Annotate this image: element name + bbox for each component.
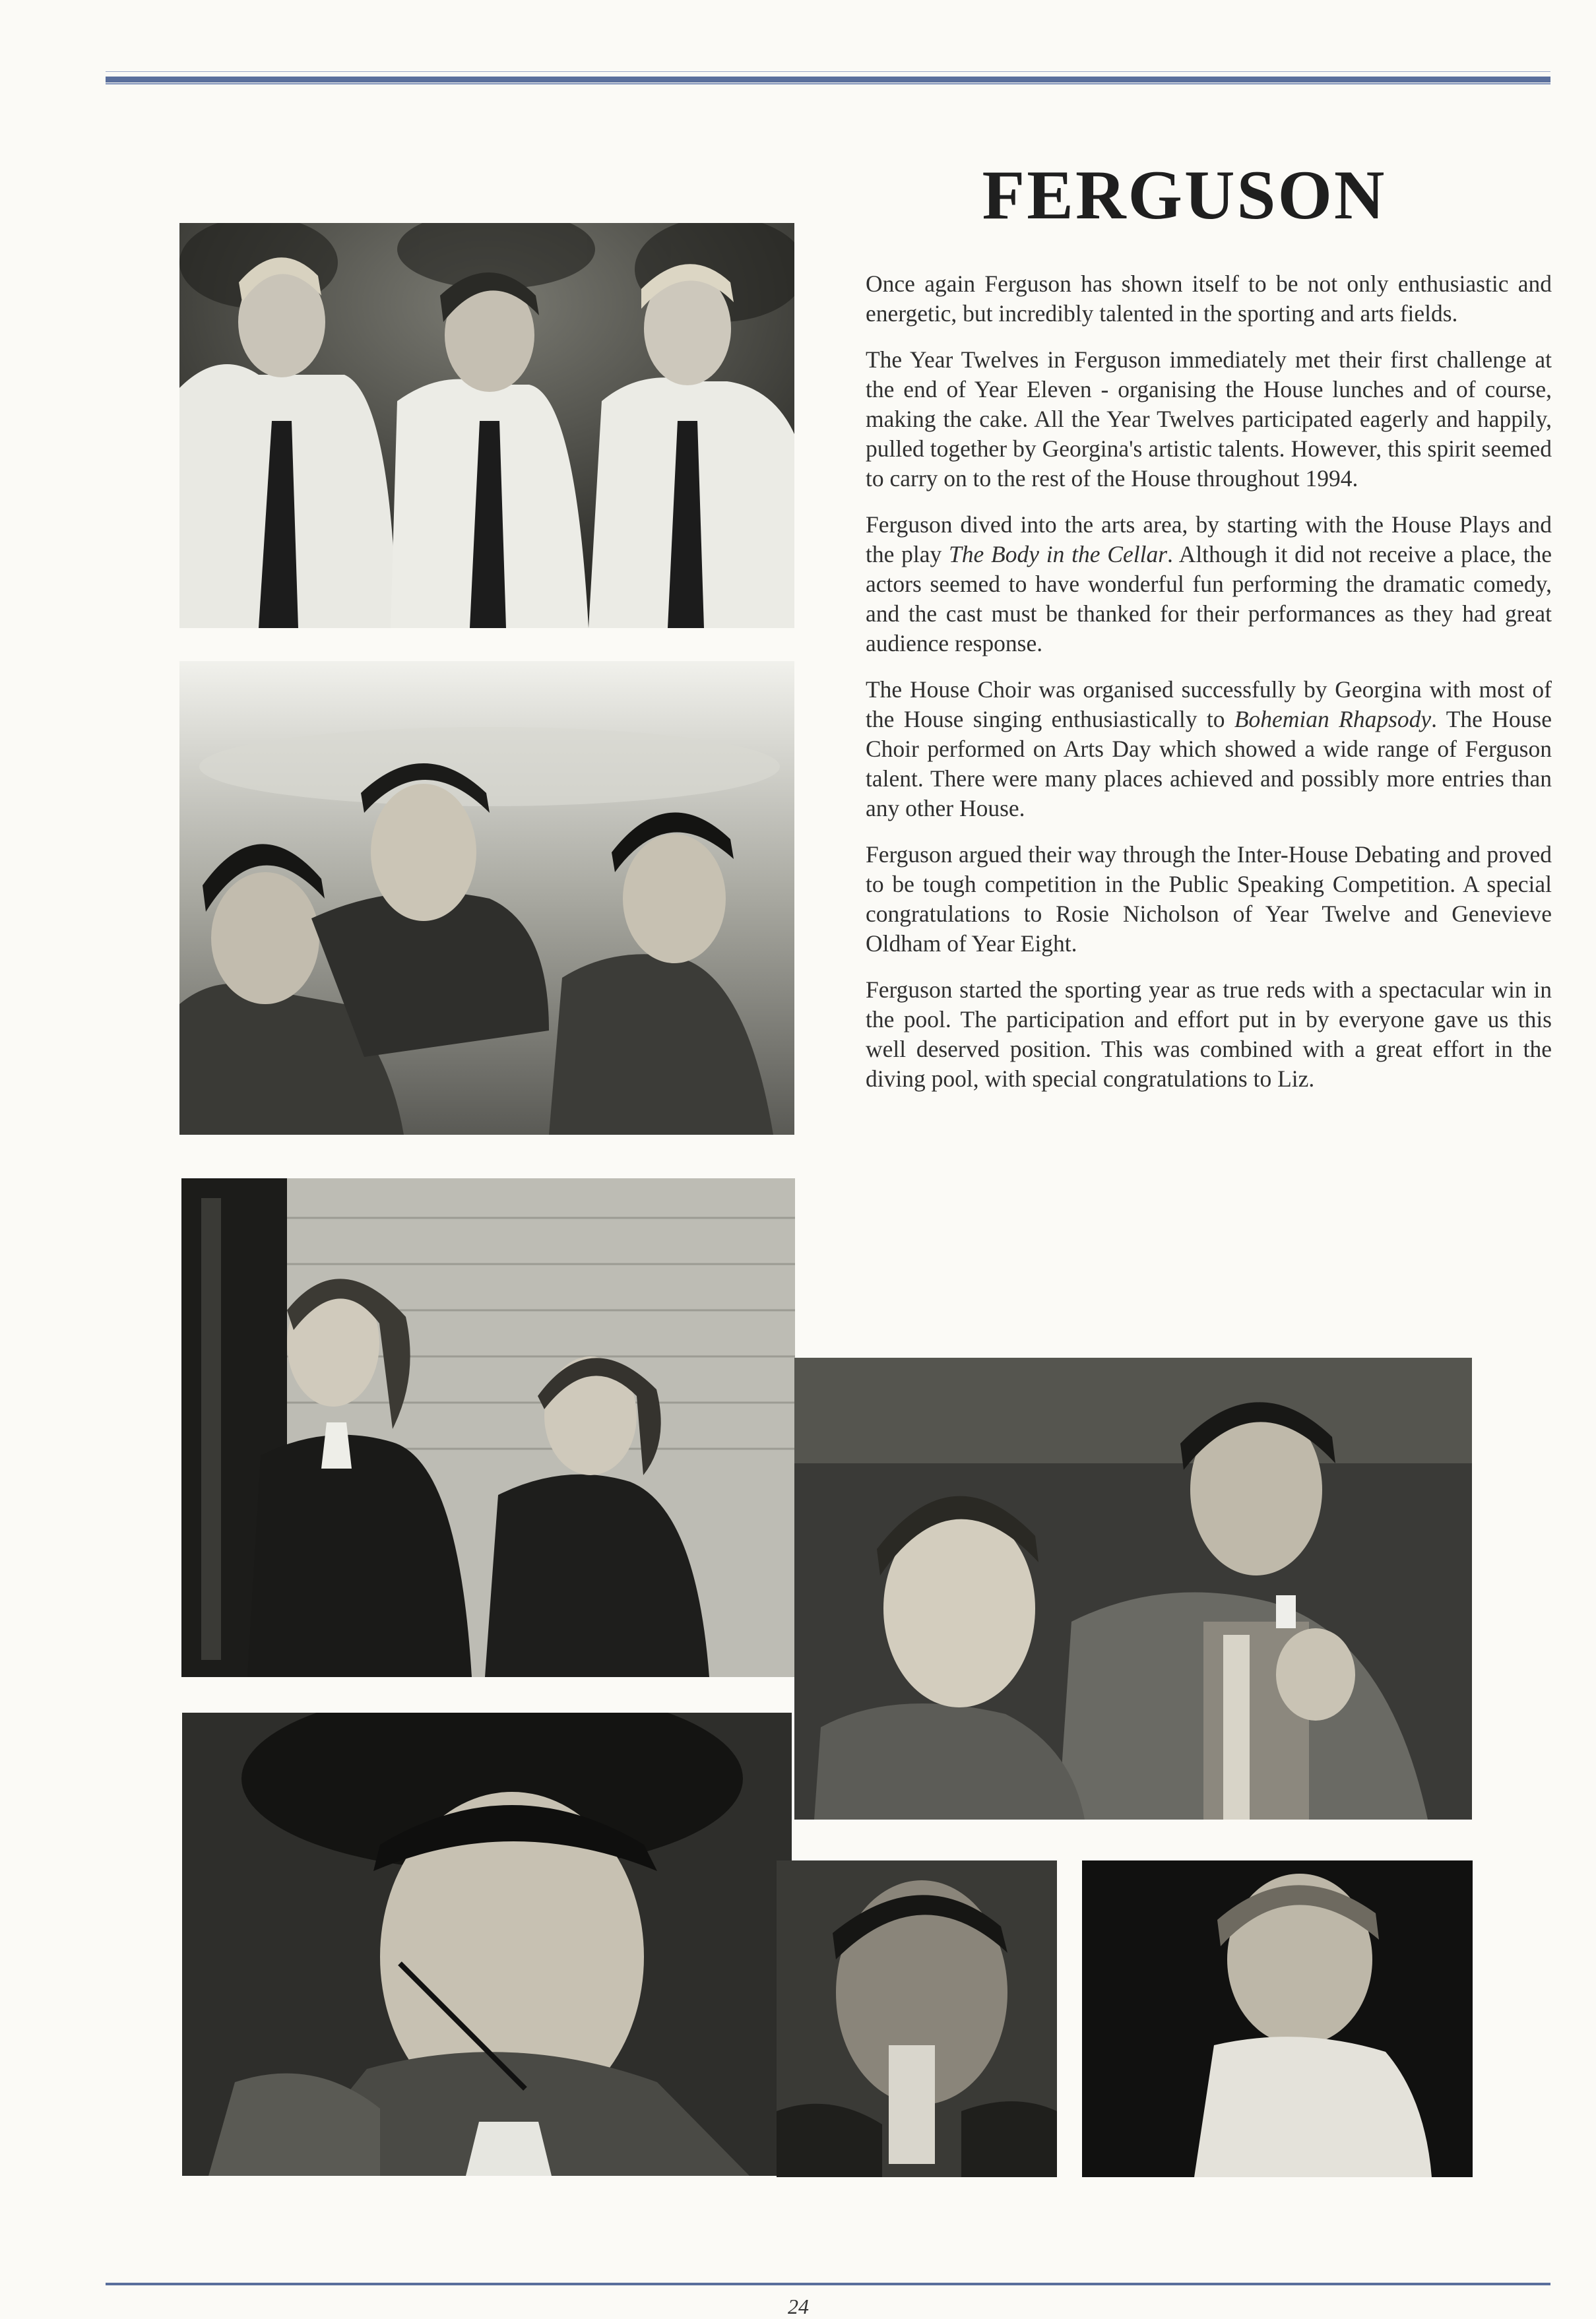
text-run: . Although it did not receive a place, the actors seemed to have wonderful fun performing the dramatic comedy, and the cast must be thanked for their performances as they had great audience response. [866, 541, 1552, 656]
play-title: The Body in the Cellar [949, 541, 1168, 567]
text-run: Ferguson dived into the arts area, by starting with the House Plays and the play [866, 511, 1552, 567]
top-rule [106, 77, 1550, 84]
photo-student-drinking [777, 1860, 1057, 2177]
photo-girl-in-hat [182, 1713, 792, 2176]
text-run: . The House Choir performed on Arts Day which showed a wide range of Ferguson talent. There were many places achieved and possibly more entries than any other House. [866, 706, 1552, 821]
article-paragraph [866, 675, 1552, 823]
photo-girl-looking-up [1082, 1860, 1473, 2177]
page-title: FERGUSON [982, 156, 1387, 234]
photo-trophy-winners [794, 1358, 1472, 1820]
article-paragraph [866, 510, 1552, 658]
text-run: The House Choir was organised successfully by Georgina with most of the House singing enthusiastically to [866, 676, 1552, 732]
article-paragraph: Ferguson argued their way through the Inter-House Debating and proved to be tough competition in the Public Speaking Competition. A special congratulations to Rosie Nicholson of Year Twelve and Genevieve Oldham of Year Eight. [866, 841, 1552, 957]
photo-year-twelves [179, 223, 794, 628]
page-number: 24 [788, 2295, 809, 2318]
article-paragraph: The Year Twelves in Ferguson immediately met their first challenge at the end of Year Eleven - organising the House lunches and of course, making the cake. All the Year Twelves participated eagerly and happily, pulled together by Georgina's artistic talents. However, this spirit seemed to carry on to the rest of the House throughout 1994. [866, 346, 1552, 492]
bottom-rule [106, 2283, 1550, 2285]
photo-girls-in-blazers [181, 1178, 795, 1677]
article-paragraph: Once again Ferguson has shown itself to be not only enthusiastic and energetic, but incredibly talented in the sporting and arts fields. [866, 270, 1552, 327]
photo-smiling-girls [179, 661, 794, 1135]
article-paragraph: Ferguson started the sporting year as true reds with a spectacular win in the pool. The participation and effort put in by everyone gave us this well deserved position. This was combined with a great effort in the diving pool, with special congratulations to Liz. [866, 976, 1552, 1092]
article-body [866, 269, 1552, 1110]
song-title: Bohemian Rhapsody [1234, 706, 1432, 732]
